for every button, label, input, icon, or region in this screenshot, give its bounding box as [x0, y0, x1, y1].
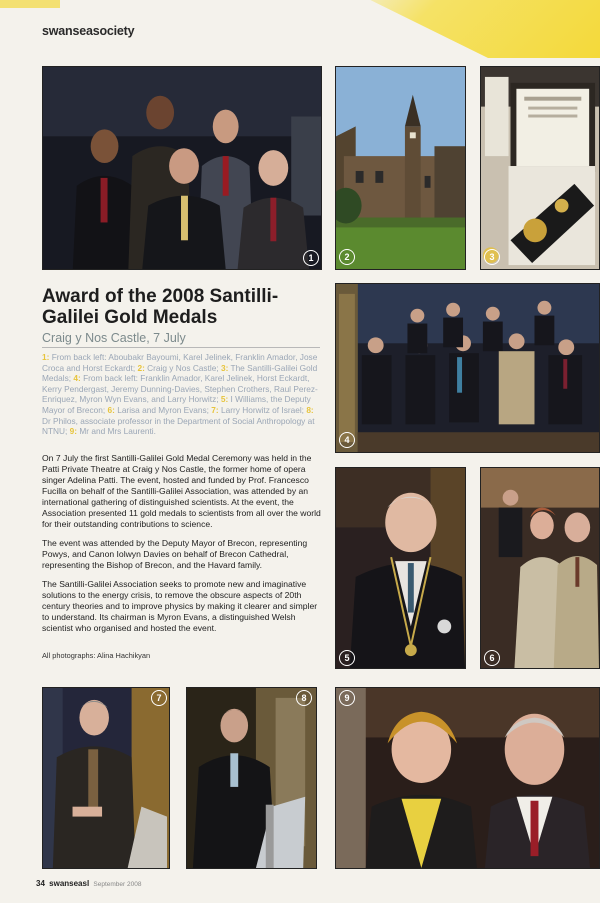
caption-text: Larisa and Myron Evans; [117, 404, 209, 415]
caption-number: 3: [220, 362, 229, 373]
photo-9-couple [335, 687, 600, 869]
caption-number: 8: [306, 404, 314, 415]
photo-2-castle [335, 66, 466, 270]
footer-date: September 2008 [93, 881, 142, 888]
photo-number-5: 5 [339, 650, 355, 666]
caption-number: 1: [42, 352, 50, 362]
photo-captions [42, 352, 324, 437]
photo-number-8: 8 [296, 690, 312, 706]
photo-4-group [335, 283, 600, 453]
photo-5-deputy-mayor [335, 467, 466, 669]
body-paragraph-2: The event was attended by the Deputy Mayor of Brecon, representing Powys, and Canon Iolwyn Davies on behalf of Brecon Cathedral, representing the Bishop of Brecon, and the Havard family. [42, 538, 308, 570]
caption-text: From back left: Aboubakr Bayoumi, Karel Jelinek, Franklin Amador, Jose Croca and Horst Eckardt; [42, 352, 318, 373]
photo-number-1: 1 [303, 250, 319, 266]
photo-number-6: 6 [484, 650, 500, 666]
body-paragraph-1: On 7 July the first Santilli-Galilei Gold Medal Ceremony was held in the Patti Private Theatre at Craig y Nos Castle, the former home of opera singer Adelina Patti. The event, hosted and funded by Prof. Francesco Fucilla on behalf of the Santilli-Galilei Association, was attended by an international gathering of distinguished scientists. At the event, the Association presented 11 gold medals to scientists from all over the world for their outstanding contributions to science. [42, 453, 321, 529]
caption-number: 6: [107, 404, 115, 415]
caption-number: 5: [220, 394, 229, 405]
caption-text: The Santilli-Galilei Gold Medals; [42, 362, 318, 384]
photo-number-2: 2 [339, 249, 355, 265]
article-title: Award of the 2008 Santilli-Galilei Gold Medals [42, 286, 279, 328]
photo-number-3: 3 [484, 249, 500, 265]
masthead: swanseasociety [42, 24, 135, 38]
decorative-band-right [320, 0, 600, 58]
article-body [42, 453, 326, 642]
article-subtitle: Craig y Nos Castle, 7 July [42, 331, 186, 345]
photo-number-7: 7 [151, 690, 167, 706]
photo-3-medals [480, 66, 600, 270]
caption-text: Craig y Nos Castle; [147, 362, 219, 373]
caption-text: Dr Philos, associate professor in the Department of Social Anthropology at NTNU; [42, 415, 315, 437]
caption-number: 7: [211, 404, 219, 415]
body-paragraph-3: The Santilli-Galilei Association seeks to promote new and imaginative solutions to the energy crisis, to remove the obscure aspects of 20th century theories and to improve physics by making it clearer and simpler to understand. Its chairman is Myron Evans, a distinguished Welsh scientist who organised and hosted the event. [42, 579, 318, 633]
photo-7-speaker [42, 687, 170, 869]
photo-1-group [42, 66, 322, 270]
page-number: 34 [36, 879, 45, 888]
photo-6-couple [480, 467, 600, 669]
caption-number: 9: [69, 426, 78, 437]
decorative-band-left [0, 0, 60, 8]
photo-number-4: 4 [339, 432, 355, 448]
caption-text: Larry Horwitz of Israel; [221, 404, 304, 415]
caption-text: I Williams, the Deputy Mayor of Brecon; [42, 394, 311, 415]
footer-magazine: swanseasl [49, 879, 90, 888]
photo-number-9: 9 [339, 690, 355, 706]
photo-8-lecturer [186, 687, 317, 869]
caption-text: Mr and Mrs Laurenti. [79, 426, 156, 437]
caption-text: From back left: Franklin Amador, Karel Jelinek, Horst Eckardt, Kerry Pendergast, Jeremy Dunning-Davies, Stephen Crothers, Raul Perez-Enriquez, Myron Wyn Evans, and Larry Horwitz; [42, 373, 318, 405]
caption-number: 2: [137, 362, 145, 373]
caption-number: 4: [73, 373, 81, 384]
photo-credit: All photographs: Alina Hachikyan [42, 651, 151, 660]
caption-divider [42, 347, 320, 348]
page-footer [36, 879, 141, 888]
